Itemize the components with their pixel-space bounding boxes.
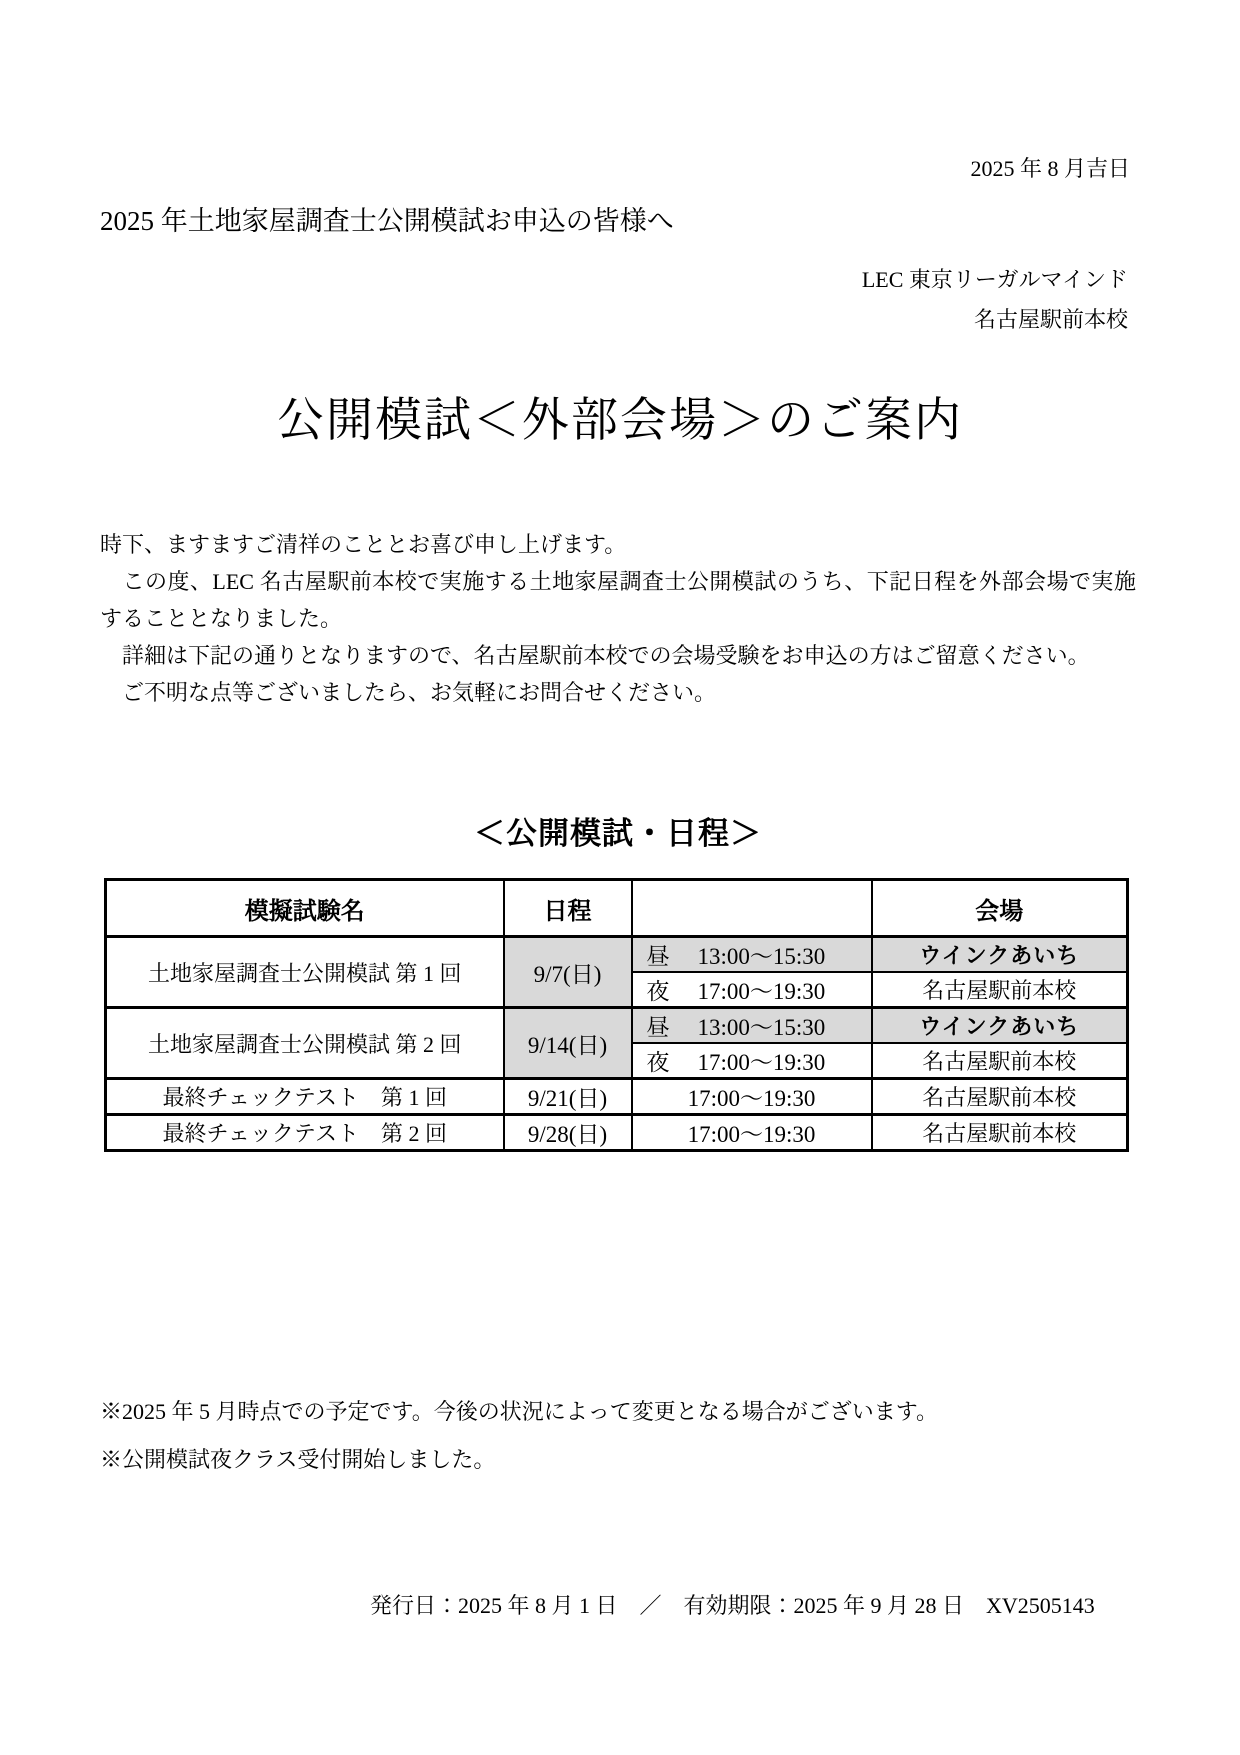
time-cell: 17:00～19:30 bbox=[632, 1115, 872, 1151]
body-paragraph: 詳細は下記の通りとなりますので、名古屋駅前本校での会場受験をお申込の方はご留意ください。 bbox=[100, 643, 1090, 668]
session-time-cell bbox=[632, 1043, 872, 1079]
session-label: 夜 bbox=[646, 1050, 670, 1075]
date-cell: 9/28(日) bbox=[504, 1115, 632, 1151]
date-cell: 9/7(日) bbox=[504, 937, 632, 1008]
venue-cell: ウインクあいち bbox=[872, 937, 1128, 973]
header-exam-name: 模擬試験名 bbox=[106, 880, 504, 937]
table-row bbox=[106, 937, 1128, 973]
note-line: ※2025 年 5 月時点での予定です。今後の状況によって変更となる場合がございます。 bbox=[100, 1399, 938, 1424]
session-label: 昼 bbox=[646, 1015, 670, 1040]
body-text bbox=[100, 526, 1136, 711]
venue-cell: 名古屋駅前本校 bbox=[872, 1043, 1128, 1079]
addressee-line: 2025 年土地家屋調査士公開模試お申込の皆様へ bbox=[100, 206, 674, 236]
session-time-cell bbox=[632, 972, 872, 1008]
header-venue: 会場 bbox=[872, 880, 1128, 937]
notes-block bbox=[100, 1388, 1140, 1484]
date-cell: 9/21(日) bbox=[504, 1079, 632, 1115]
venue-cell: 名古屋駅前本校 bbox=[872, 1079, 1128, 1115]
document-title: 公開模試＜外部会場＞のご案内 bbox=[277, 395, 963, 447]
exam-name-cell: 土地家屋調査士公開模試 第 1 回 bbox=[106, 937, 504, 1008]
venue-cell: 名古屋駅前本校 bbox=[872, 972, 1128, 1008]
session-time: 13:00～15:30 bbox=[697, 1015, 826, 1040]
sender-org: LEC 東京リーガルマインド bbox=[861, 267, 1128, 292]
header-session bbox=[632, 880, 872, 937]
session-time-cell bbox=[632, 937, 872, 973]
time-cell: 17:00～19:30 bbox=[632, 1079, 872, 1115]
sender-branch: 名古屋駅前本校 bbox=[973, 307, 1128, 332]
table-row bbox=[106, 1079, 1128, 1115]
session-time: 13:00～15:30 bbox=[697, 944, 826, 969]
header-date: 日程 bbox=[504, 880, 632, 937]
body-paragraph: 時下、ますますご清祥のこととお喜び申し上げます。 bbox=[100, 532, 627, 557]
session-time-cell bbox=[632, 1008, 872, 1044]
table-row bbox=[106, 1115, 1128, 1151]
body-paragraph: ご不明な点等ございましたら、お気軽にお問合せください。 bbox=[100, 680, 717, 705]
venue-cell: ウインクあいち bbox=[872, 1008, 1128, 1044]
session-time: 17:00～19:30 bbox=[697, 1050, 826, 1075]
table-row bbox=[106, 1008, 1128, 1044]
venue-cell: 名古屋駅前本校 bbox=[872, 1115, 1128, 1151]
exam-name-cell: 土地家屋調査士公開模試 第 2 回 bbox=[106, 1008, 504, 1079]
note-line: ※公開模試夜クラス受付開始しました。 bbox=[100, 1447, 496, 1472]
exam-name-cell: 最終チェックテスト 第 1 回 bbox=[106, 1079, 504, 1115]
exam-name-cell: 最終チェックテスト 第 2 回 bbox=[106, 1115, 504, 1151]
session-label: 夜 bbox=[646, 979, 670, 1004]
session-time: 17:00～19:30 bbox=[697, 979, 826, 1004]
issue-date: 2025 年 8 月吉日 bbox=[970, 156, 1130, 181]
schedule-section-title: ＜公開模試・日程＞ bbox=[474, 816, 762, 851]
session-label: 昼 bbox=[646, 944, 670, 969]
footer-issue-info: 発行日：2025 年 8 月 1 日 ／ 有効期限：2025 年 9 月 28 日 XV2505143 bbox=[370, 1593, 1095, 1618]
date-cell: 9/14(日) bbox=[504, 1008, 632, 1079]
schedule-table bbox=[104, 878, 1129, 1152]
sender-block bbox=[862, 260, 1128, 340]
body-paragraph: この度、LEC 名古屋駅前本校で実施する土地家屋調査士公開模試のうち、下記日程を外部会場で実施することとなりました。 bbox=[100, 569, 1136, 631]
table-header-row bbox=[106, 880, 1128, 937]
